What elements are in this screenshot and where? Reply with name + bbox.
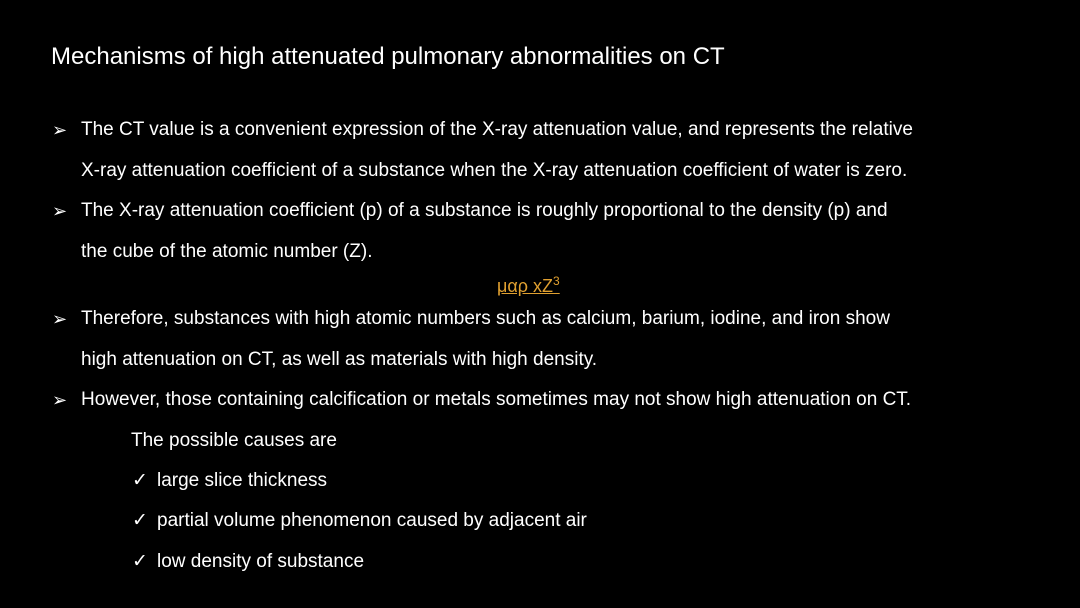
arrow-bullet-icon: ➢ — [52, 201, 68, 221]
bullet-line: high attenuation on CT, as well as materials with high density. — [81, 348, 598, 370]
checkmark-icon: ✓ — [132, 470, 148, 491]
bullet-line: X-ray attenuation coefficient of a substance when the X-ray attenuation coefficient of water is zero. — [81, 159, 908, 181]
bullet-line: the cube of the atomic number (Z). — [81, 240, 373, 262]
bullet-item — [52, 110, 1052, 191]
cause-label: partial volume phenomenon caused by adjacent air — [157, 510, 587, 531]
bullet-item — [52, 191, 1052, 272]
slide-title: Mechanisms of high attenuated pulmonary abnormalities on CT — [51, 43, 725, 70]
bullet-item — [52, 380, 1052, 421]
arrow-bullet-icon: ➢ — [52, 120, 68, 140]
causes-intro: The possible causes are — [131, 430, 337, 451]
arrow-bullet-icon: ➢ — [52, 309, 68, 329]
formula-exponent: 3 — [553, 274, 560, 288]
attenuation-formula — [497, 268, 560, 299]
cause-label: large slice thickness — [157, 470, 328, 491]
cause-item — [132, 542, 364, 582]
checkmark-icon: ✓ — [132, 551, 148, 572]
bullet-line: Therefore, substances with high atomic numbers such as calcium, barium, iodine, and iron show — [81, 308, 890, 329]
cause-item — [132, 501, 587, 541]
cause-item — [132, 461, 327, 501]
arrow-bullet-icon: ➢ — [52, 390, 68, 410]
bullet-line: However, those containing calcification or metals sometimes may not show high attenuation on CT. — [81, 389, 912, 410]
formula-base: μαρ xZ — [497, 276, 554, 296]
bullet-line: The CT value is a convenient expression of the X-ray attenuation value, and represents the relative — [81, 119, 913, 140]
cause-label: low density of substance — [157, 551, 365, 572]
bullet-item — [52, 299, 1052, 380]
bullet-line: The X-ray attenuation coefficient (p) of a substance is roughly proportional to the density (p) and — [81, 200, 888, 221]
checkmark-icon: ✓ — [132, 510, 148, 531]
